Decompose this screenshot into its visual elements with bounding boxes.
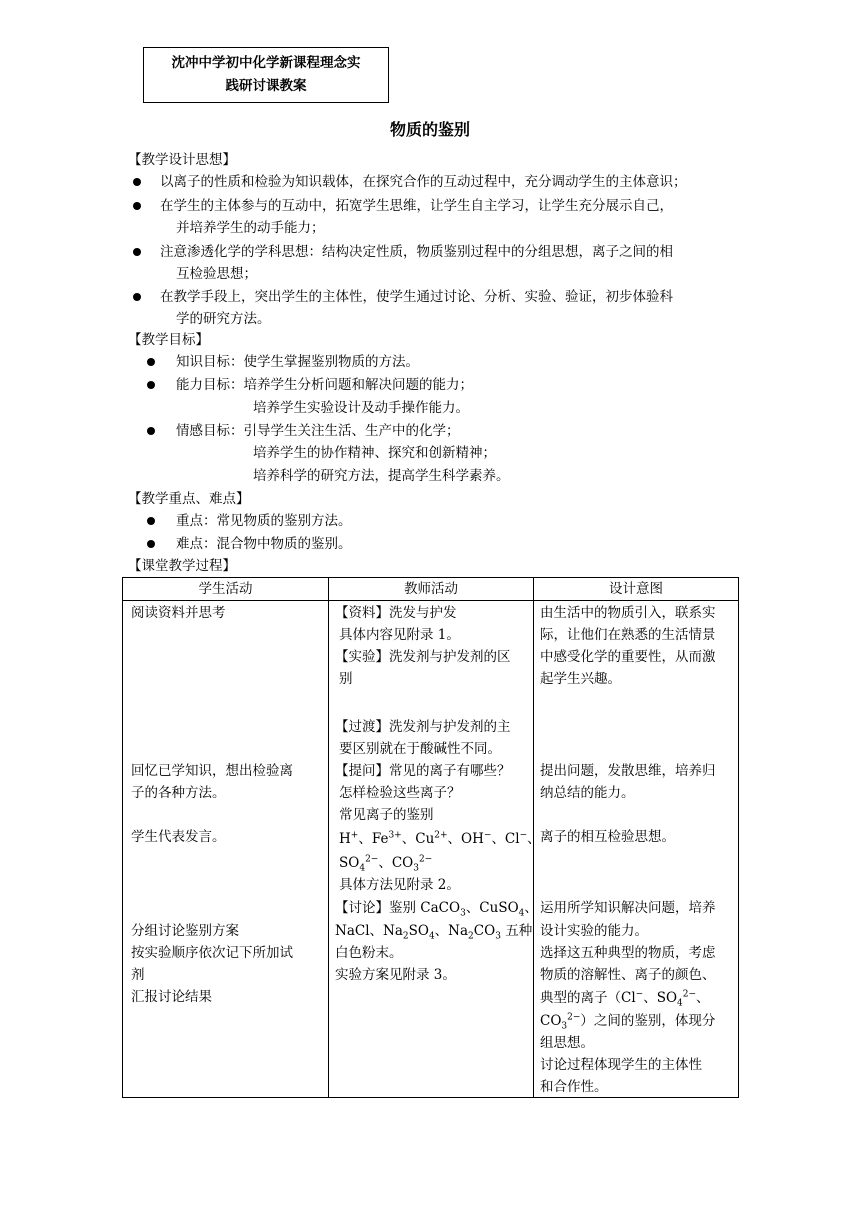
design-idea-heading: 【教学设计思想】 [128,152,236,168]
design-item-1: 以离子的性质和检验为知识载体，在探究合作的互动过程中，充分调动学生的主体意识； [160,174,687,190]
goals-heading: 【教学目标】 [128,332,209,348]
design-item-4: 在教学手段上，突出学生的主体性，使学生通过讨论、分析、实验、验证，初步体验科 [160,289,673,305]
teacher-line: 实验方案见附录 3。 [335,967,456,983]
teacher-line: 【过渡】洗发剂与护发剂的主 [335,719,511,735]
design-item-3-cont: 互检验思想； [176,266,257,282]
teacher-line: 常见离子的鉴别 [339,807,434,823]
ions-line-1: H+、$Fe^{3+}$、$Cu^{2+}$、OH−、Cl−、 [339,830,541,847]
discuss-line-1: 【讨论】鉴别 CaCO$_3$、CuSO$_4$、 [335,900,538,919]
intent-line: 纳总结的能力。 [540,785,635,801]
process-table [122,577,739,1098]
bullet-icon [147,381,155,389]
intent-ions-line-1: 典型的离子（Cl−、$SO_4^{2-}$、 [540,989,710,1009]
document-title: 物质的鉴别 [389,120,470,139]
intent-line: 运用所学知识解决问题，培养 [540,900,716,916]
header-line-1: 沈冲中学初中化学新课程理念实 [171,55,361,71]
teacher-line: 【实验】洗发剂与护发剂的区 [335,649,511,665]
teacher-line: 【提问】常见的离子有哪些？ [335,763,511,779]
col-header-intent: 设计意图 [534,578,739,601]
bullet-icon [133,248,141,256]
intent-line: 组思想。 [540,1035,594,1051]
bullet-icon [147,540,155,548]
keypoint-difficult: 难点：混合物中物质的鉴别。 [176,536,352,552]
intent-line: 选择这五种典型的物质，考虑 [540,945,716,961]
intent-line: 起学生兴趣。 [540,671,621,687]
intent-line: 中感受化学的重要性，从而激 [540,649,716,665]
teacher-activity-cell [329,601,541,1098]
teacher-line: 要区别就在于酸碱性不同。 [339,741,501,757]
design-item-4-cont: 学的研究方法。 [176,311,271,327]
design-intent-cell [534,601,739,1098]
student-line: 剂 [131,967,145,983]
intent-line: 讨论过程体现学生的主体性 [540,1057,702,1073]
goal-emotion-1: 情感目标：引导学生关注生活、生产中的化学； [176,423,460,439]
intent-line: 际，让他们在熟悉的生活情景 [540,627,716,643]
goal-knowledge: 知识目标：使学生掌握鉴别物质的方法。 [176,354,419,370]
keypoint-key: 重点：常见物质的鉴别方法。 [176,513,352,529]
goal-ability-1: 能力目标：培养学生分析问题和解决问题的能力； [176,377,473,393]
keypoints-heading: 【教学重点、难点】 [128,491,250,507]
intent-line: 提出问题，发散思维，培养归 [540,763,716,779]
student-line: 分组讨论鉴别方案 [131,923,239,939]
goal-ability-2: 培养学生实验设计及动手操作能力。 [253,400,469,416]
teacher-line: 怎样检验这些离子？ [339,785,461,801]
student-line: 阅读资料并思考 [131,605,226,621]
teacher-line: 【资料】洗发与护发 [335,605,457,621]
teacher-line: 具体方法见附录 2。 [339,877,460,893]
goal-emotion-2: 培养学生的协作精神、探究和创新精神； [253,445,496,461]
student-line: 按实验顺序依次记下所加试 [131,945,293,961]
student-line: 汇报讨论结果 [131,989,212,1005]
bullet-icon [147,517,155,525]
process-heading: 【课堂教学过程】 [128,558,236,574]
bullet-icon [133,202,141,210]
design-item-2: 在学生的主体参与的互动中，拓宽学生思维，让学生自主学习，让学生充分展示自己， [160,198,673,214]
student-line: 学生代表发言。 [131,829,226,845]
design-item-2-cont: 并培养学生的动手能力； [176,220,325,236]
col-header-student: 学生活动 [123,578,329,601]
bullet-icon [147,427,155,435]
discuss-line-2: NaCl、$Na_2SO_4$、$Na_2CO_3$ 五种 [335,923,533,942]
student-line: 回忆已学知识，想出检验离 [131,763,293,779]
school-header-box [143,47,389,103]
ions-line-2: $SO_4^{2-}$、$CO_3^{2-}$ [339,854,433,874]
intent-line: 设计实验的能力。 [540,923,648,939]
design-item-3: 注意渗透化学的学科思想：结构决定性质，物质鉴别过程中的分组思想，离子之间的相 [160,244,673,260]
bullet-icon [147,358,155,366]
teacher-line: 白色粉末。 [335,945,403,961]
student-activity-cell [123,601,329,1098]
intent-line: 离子的相互检验思想。 [540,829,675,845]
bullet-icon [133,293,141,301]
intent-ions-line-2: $CO_3^{2-}$）之间的鉴别，体现分 [540,1012,716,1032]
col-header-teacher: 教师活动 [329,578,534,601]
intent-line: 和合作性。 [540,1079,608,1095]
goal-emotion-3: 培养科学的研究方法，提高学生科学素养。 [253,468,510,484]
bullet-icon [133,178,141,186]
teacher-line: 别 [339,671,353,687]
student-line: 子的各种方法。 [131,785,226,801]
teacher-line: 具体内容见附录 1。 [339,627,460,643]
intent-line: 由生活中的物质引入，联系实 [540,605,716,621]
intent-line: 物质的溶解性、离子的颜色、 [540,967,716,983]
header-line-2: 践研讨课教案 [225,78,307,94]
